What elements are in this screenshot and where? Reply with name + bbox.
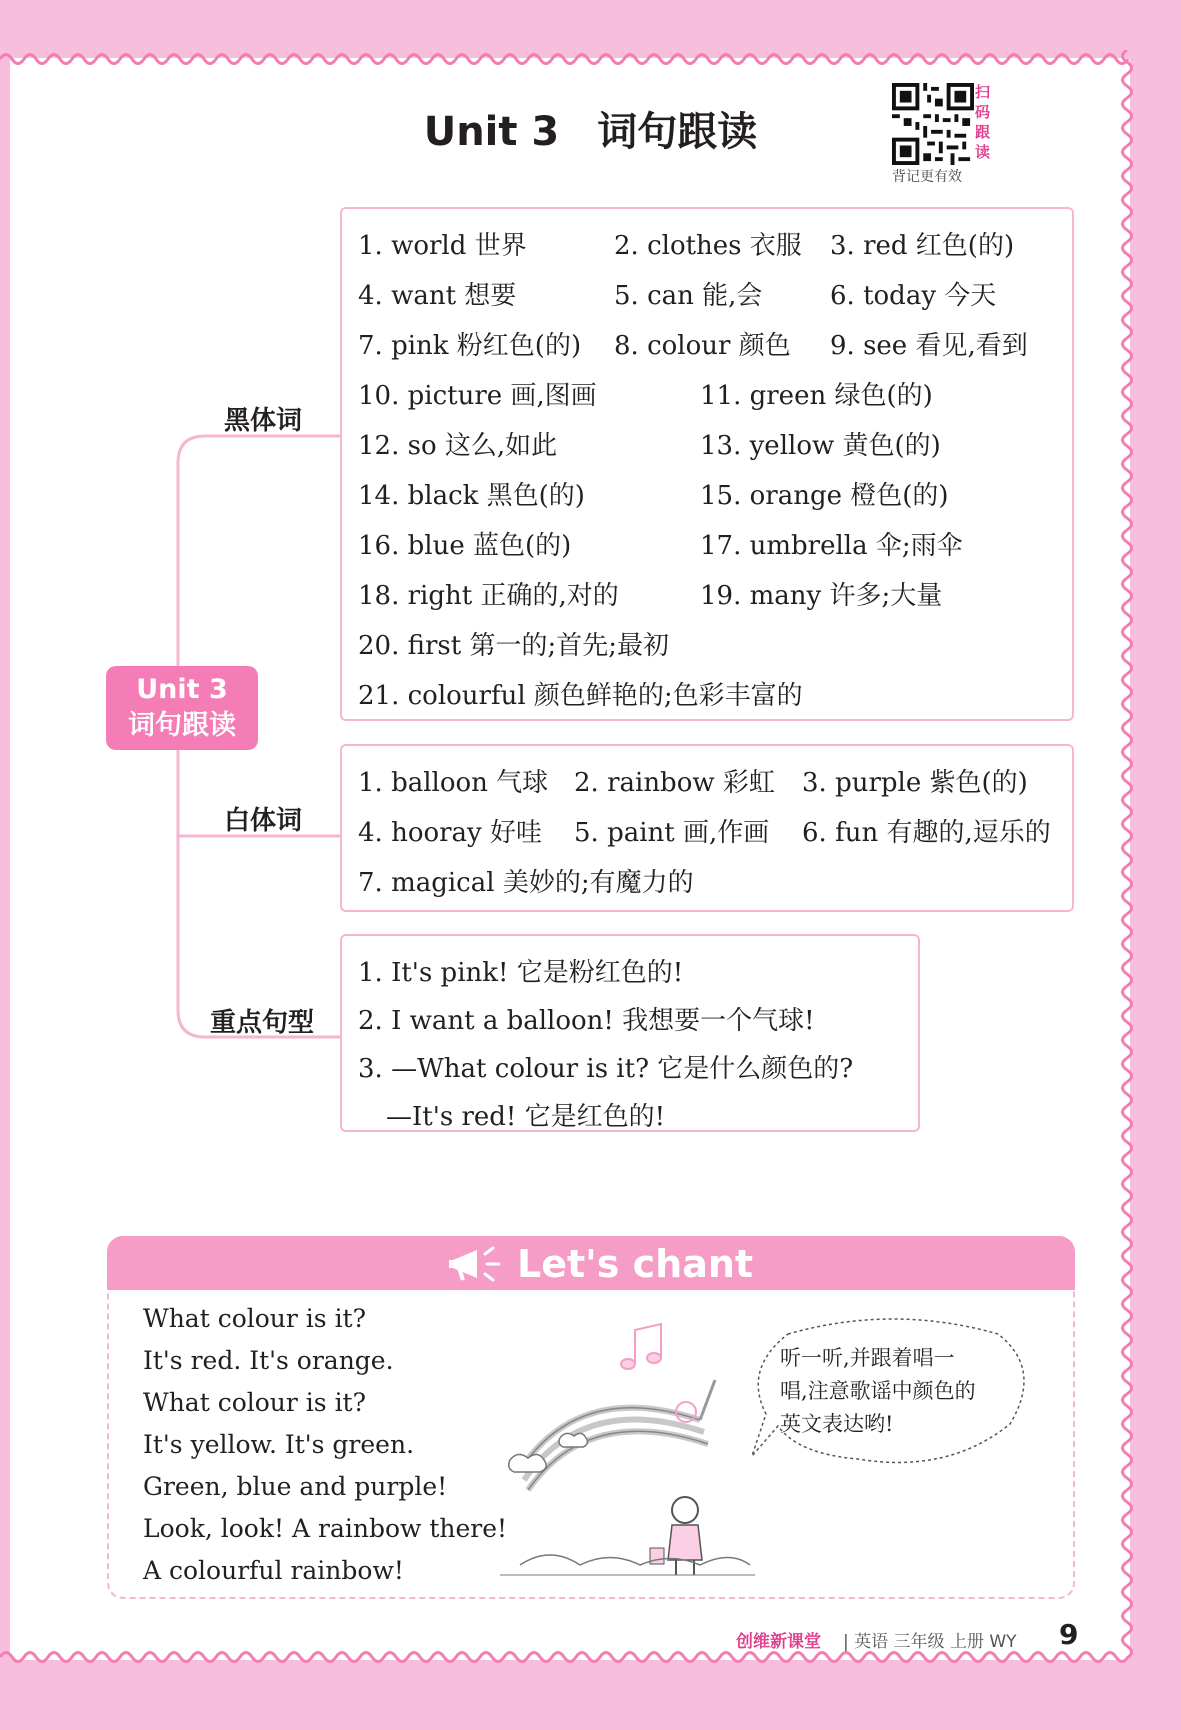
word-item: 5. can 能,会 xyxy=(614,281,763,311)
speech-bubble-line: 唱,注意歌谣中颜色的 xyxy=(780,1379,976,1403)
word-row xyxy=(342,225,1072,275)
word-item: 4. hooray 好哇 xyxy=(358,818,543,848)
chant-title: Let's chant xyxy=(517,1242,754,1286)
title-unit: Unit 3 xyxy=(423,109,560,155)
sentence-item: 1. It's pink! 它是粉红色的! xyxy=(358,958,684,988)
word-item: 3. purple 紫色(的) xyxy=(802,768,1028,798)
wavy-border-right xyxy=(1118,50,1136,1666)
sentence-item: 2. I want a balloon! 我想要一个气球! xyxy=(358,1006,815,1036)
word-item: 11. green 绿色(的) xyxy=(700,381,933,411)
footer-brand: 创维新课堂 xyxy=(736,1632,821,1652)
word-row xyxy=(342,275,1072,325)
word-item: 20. first 第一的;首先;最初 xyxy=(358,631,669,661)
word-row xyxy=(342,575,1072,625)
center-node-line2: 词句跟读 xyxy=(128,710,236,741)
chant-header xyxy=(107,1236,1075,1290)
bold-words-box xyxy=(340,207,1074,721)
word-row xyxy=(342,675,1072,725)
speech-bubble-line: 听一听,并跟着唱一 xyxy=(780,1346,955,1370)
key-sentences-box xyxy=(340,934,920,1132)
qr-label-char: 扫 xyxy=(975,83,991,101)
wavy-border-top xyxy=(0,50,1181,68)
speech-bubble-line: 英文表达哟! xyxy=(780,1412,894,1436)
sentence-row xyxy=(342,1096,918,1146)
qr-label-char: 跟 xyxy=(975,123,991,141)
word-item: 1. world 世界 xyxy=(358,231,527,261)
sentence-row xyxy=(342,952,918,1002)
word-item: 2. clothes 衣服 xyxy=(614,231,802,261)
word-item: 21. colourful 颜色鲜艳的;色彩丰富的 xyxy=(358,681,803,711)
qr-code-icon[interactable] xyxy=(892,83,974,165)
qr-label-char: 码 xyxy=(975,103,991,121)
sentence-item: —It's red! 它是红色的! xyxy=(386,1102,666,1132)
word-row xyxy=(342,375,1072,425)
bold-words-label: 黑体词 xyxy=(224,406,303,436)
word-item: 16. blue 蓝色(的) xyxy=(358,531,572,561)
word-item: 2. rainbow 彩虹 xyxy=(574,768,775,798)
sentence-row xyxy=(342,1000,918,1050)
word-row xyxy=(342,425,1072,475)
chant-line: What colour is it? xyxy=(143,1304,367,1333)
center-node xyxy=(106,666,258,750)
word-row xyxy=(342,625,1072,675)
word-item: 13. yellow 黄色(的) xyxy=(700,431,941,461)
word-item: 1. balloon 气球 xyxy=(358,768,549,798)
word-row xyxy=(342,325,1072,375)
chant-line: It's red. It's orange. xyxy=(143,1346,394,1375)
footer-meta: | 英语 三年级 上册 WY xyxy=(843,1632,1017,1652)
word-item: 6. today 今天 xyxy=(830,281,997,311)
word-item: 8. colour 颜色 xyxy=(614,331,791,361)
word-item: 5. paint 画,作画 xyxy=(574,818,770,848)
qr-label-char: 读 xyxy=(975,143,991,161)
word-item: 18. right 正确的,对的 xyxy=(358,581,619,611)
word-item: 9. see 看见,看到 xyxy=(830,331,1028,361)
word-item: 14. black 黑色(的) xyxy=(358,481,585,511)
qr-caption: 背记更有效 xyxy=(892,169,962,185)
speech-bubble-text xyxy=(780,1342,1030,1441)
word-row xyxy=(342,812,1072,862)
sentence-item: 3. —What colour is it? 它是什么颜色的? xyxy=(358,1054,854,1084)
word-row xyxy=(342,475,1072,525)
word-item: 12. so 这么,如此 xyxy=(358,431,558,461)
rainbow-girl-illustration xyxy=(500,1320,760,1585)
word-item: 15. orange 橙色(的) xyxy=(700,481,949,511)
page-number: 9 xyxy=(1059,1618,1079,1651)
word-item: 7. pink 粉红色(的) xyxy=(358,331,582,361)
word-row xyxy=(342,525,1072,575)
key-sentences-label: 重点句型 xyxy=(210,1008,315,1038)
center-node-line1: Unit 3 xyxy=(136,674,228,705)
word-item: 4. want 想要 xyxy=(358,281,517,311)
chant-line: A colourful rainbow! xyxy=(143,1556,404,1585)
sentence-row xyxy=(342,1048,918,1098)
megaphone-icon xyxy=(447,1244,507,1284)
plain-words-box xyxy=(340,744,1074,912)
chant-line: What colour is it? xyxy=(143,1388,367,1417)
word-row xyxy=(342,762,1072,812)
chant-line: It's yellow. It's green. xyxy=(143,1430,415,1459)
word-item: 3. red 红色(的) xyxy=(830,231,1015,261)
title-subtitle: 词句跟读 xyxy=(597,109,758,155)
word-row xyxy=(342,862,1072,912)
word-item: 19. many 许多;大量 xyxy=(700,581,943,611)
plain-words-label: 白体词 xyxy=(224,806,303,836)
word-item: 7. magical 美妙的;有魔力的 xyxy=(358,868,694,898)
chant-line: Look, look! A rainbow there! xyxy=(143,1514,508,1543)
qr-label xyxy=(975,82,995,162)
chant-line: Green, blue and purple! xyxy=(143,1472,448,1501)
word-item: 6. fun 有趣的,逗乐的 xyxy=(802,818,1051,848)
word-item: 17. umbrella 伞;雨伞 xyxy=(700,531,963,561)
word-item: 10. picture 画,图画 xyxy=(358,381,597,411)
page-title xyxy=(0,100,1181,157)
